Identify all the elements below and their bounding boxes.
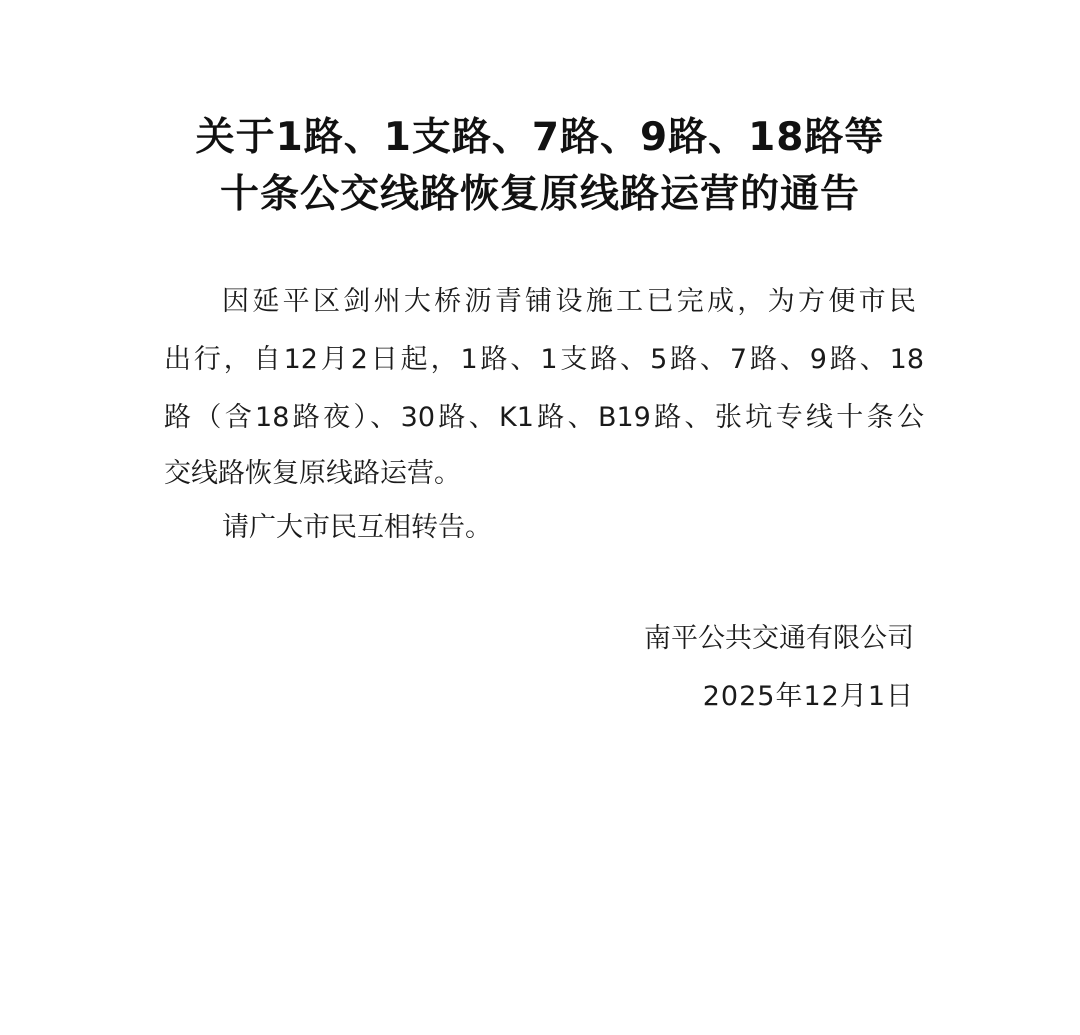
notice-title-line-1: 关于1路、1支路、7路、9路、18路等 [195,115,885,160]
issuer-signature: 南平公共交通有限公司 [644,623,914,654]
issue-date: 2025年12月1日 [702,681,914,712]
body-paragraph-2: 请广大市民互相转告。 [222,512,492,543]
notice-title-line-2: 十条公交线路恢复原线路运营的通告 [219,172,860,217]
body-paragraph-1-line-4: 交线路恢复原线路运营。 [164,458,461,489]
body-paragraph-1-line-2: 出行，自12月2日起，1路、1支路、5路、7路、9路、18 [164,344,925,375]
body-paragraph-1-line-1: 因延平区剑州大桥沥青铺设施工已完成，为方便市民 [222,286,916,317]
body-paragraph-1-line-3: 路（含18路夜）、30路、K1路、B19路、张坑专线十条公 [164,402,924,433]
